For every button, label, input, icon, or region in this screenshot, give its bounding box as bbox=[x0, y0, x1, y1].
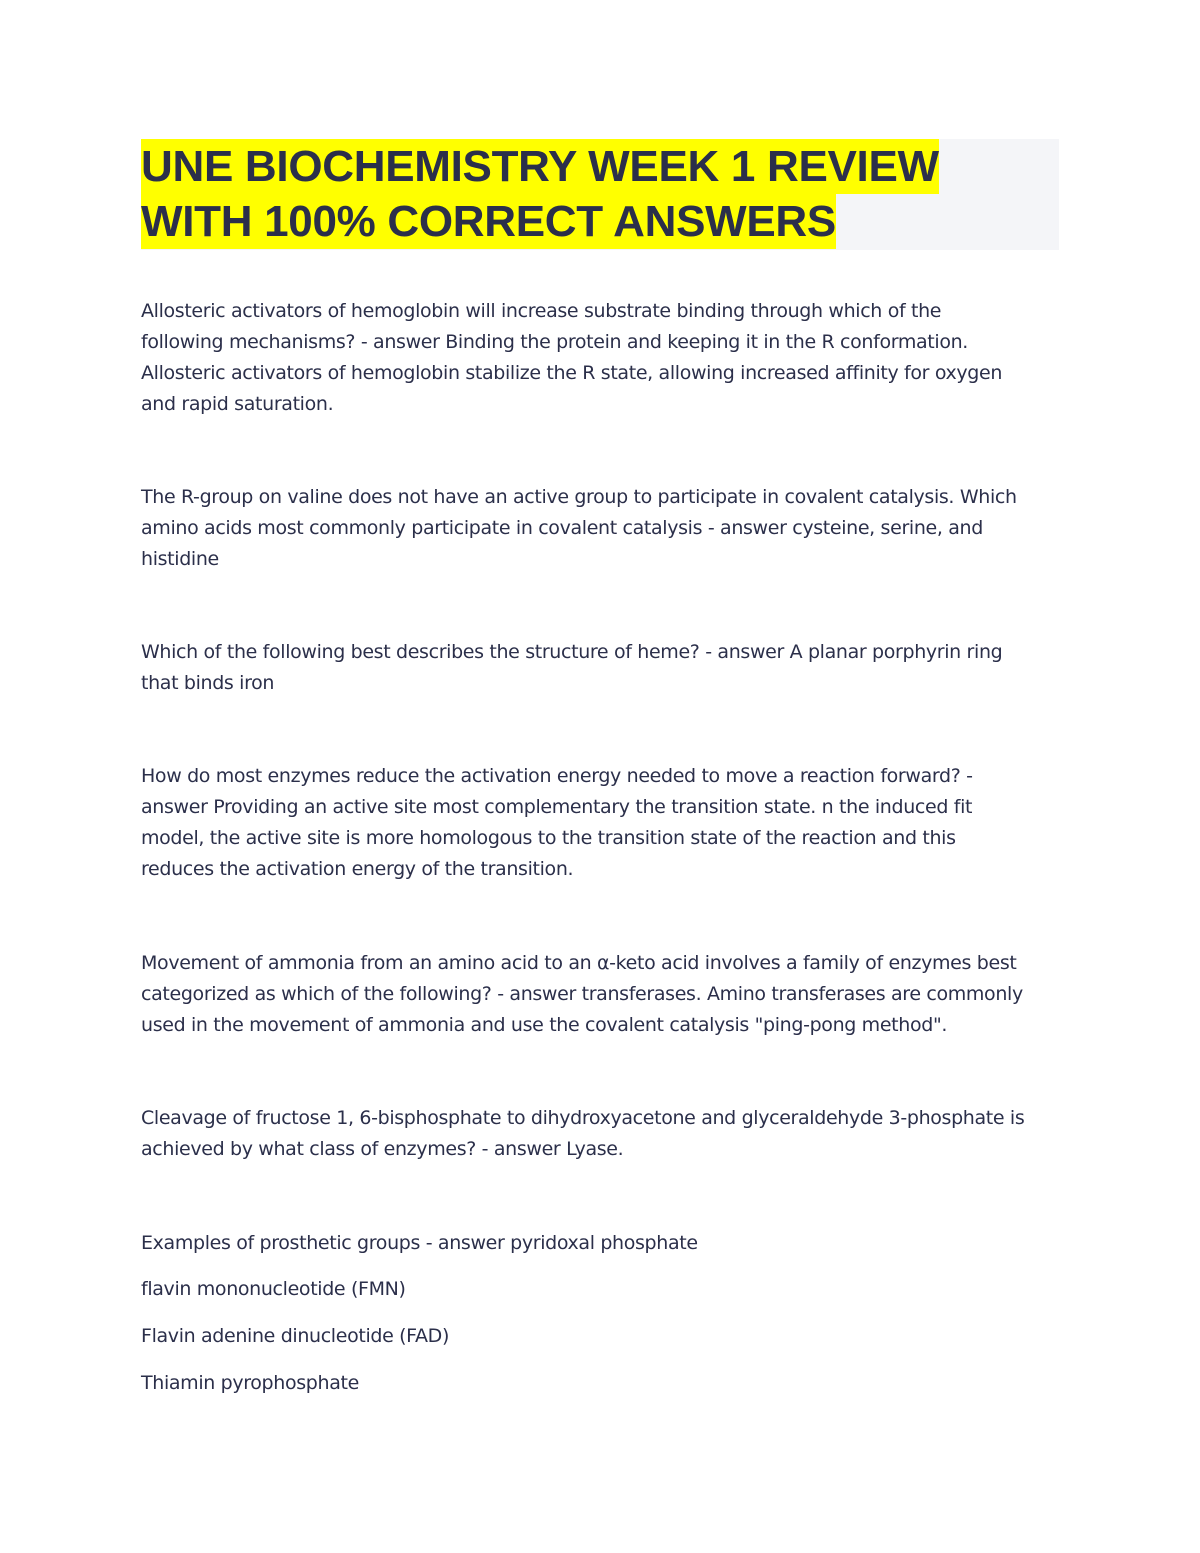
list-line-thiamin bbox=[141, 1368, 1061, 1399]
text-line: Allosteric activators of hemoglobin stabilize the R state, allowing increased affinity for oxygen bbox=[141, 362, 1003, 384]
text-line: Cleavage of fructose 1, 6-bisphosphate to dihydroxyacetone and glyceraldehyde 3-phosphate is bbox=[141, 1107, 1025, 1129]
text-line: Which of the following best describes the structure of heme? - answer A planar porphyrin ring bbox=[141, 641, 1003, 663]
text-line: The R-group on valine does not have an active group to participate in covalent catalysis. Which bbox=[141, 486, 1017, 508]
question-paragraph-4 bbox=[141, 761, 1061, 885]
text-line: that binds iron bbox=[141, 672, 275, 694]
question-paragraph-5 bbox=[141, 948, 1061, 1041]
text-line: reduces the activation energy of the transition. bbox=[141, 858, 574, 880]
text-line: flavin mononucleotide (FMN) bbox=[141, 1278, 406, 1300]
question-paragraph-1 bbox=[141, 296, 1061, 420]
question-paragraph-6 bbox=[141, 1103, 1061, 1165]
text-line: How do most enzymes reduce the activation energy needed to move a reaction forward? - bbox=[141, 765, 973, 787]
text-line: Allosteric activators of hemoglobin will increase substrate binding through which of the bbox=[141, 300, 942, 322]
question-paragraph-2 bbox=[141, 482, 1061, 575]
text-line: achieved by what class of enzymes? - answer Lyase. bbox=[141, 1138, 624, 1160]
title-line-2: WITH 100% CORRECT ANSWERS bbox=[141, 194, 836, 249]
text-line: answer Providing an active site most complementary the transition state. n the induced fit bbox=[141, 796, 973, 818]
text-line: histidine bbox=[141, 548, 219, 570]
text-line: Movement of ammonia from an amino acid to an α-keto acid involves a family of enzymes best bbox=[141, 952, 1017, 974]
text-line: used in the movement of ammonia and use the covalent catalysis "ping-pong method". bbox=[141, 1014, 948, 1036]
question-paragraph-7 bbox=[141, 1228, 1061, 1259]
text-line: amino acids most commonly participate in covalent catalysis - answer cysteine, serine, and bbox=[141, 517, 983, 539]
text-line: and rapid saturation. bbox=[141, 393, 334, 415]
text-line: categorized as which of the following? - answer transferases. Amino transferases are commonly bbox=[141, 983, 1023, 1005]
document-title bbox=[141, 139, 1059, 250]
text-line: Thiamin pyrophosphate bbox=[141, 1372, 359, 1394]
text-line: following mechanisms? - answer Binding the protein and keeping it in the R conformation. bbox=[141, 331, 968, 353]
list-line-fmn bbox=[141, 1274, 1061, 1305]
text-line: Examples of prosthetic groups - answer pyridoxal phosphate bbox=[141, 1232, 698, 1254]
list-line-fad bbox=[141, 1321, 1061, 1352]
text-line: Flavin adenine dinucleotide (FAD) bbox=[141, 1325, 450, 1347]
question-paragraph-3 bbox=[141, 637, 1061, 699]
text-line: model, the active site is more homologous to the transition state of the reaction and this bbox=[141, 827, 956, 849]
title-line-1: UNE BIOCHEMISTRY WEEK 1 REVIEW bbox=[141, 139, 939, 194]
